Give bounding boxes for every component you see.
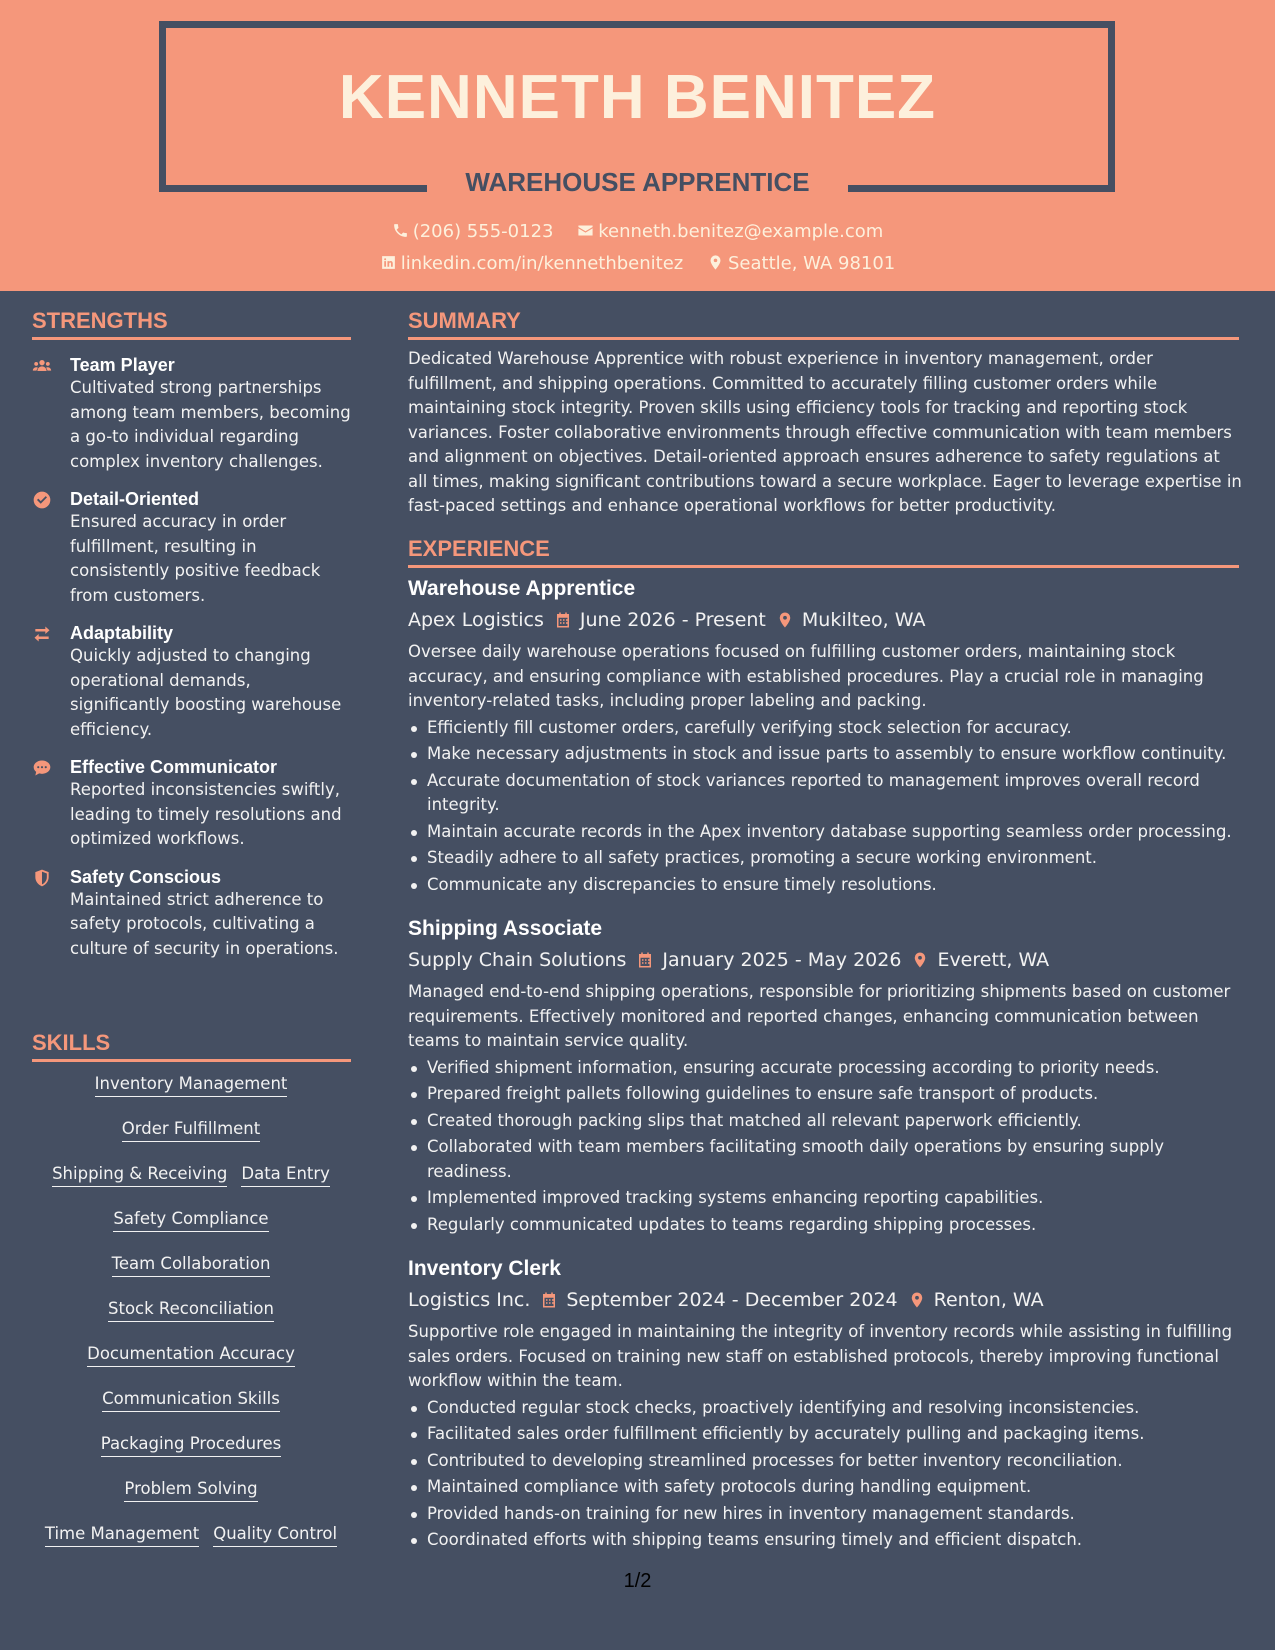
strengths-rule <box>32 337 351 340</box>
contact-phone[interactable] <box>392 221 554 242</box>
skill-tag: Data Entry <box>241 1164 330 1187</box>
skills-list <box>32 1074 350 1569</box>
job-company: Supply Chain Solutions <box>408 949 627 971</box>
map-pin-icon <box>707 254 724 271</box>
contact-location <box>707 253 895 274</box>
skill-tag: Communication Skills <box>102 1389 280 1412</box>
candidate-name: KENNETH BENITEZ <box>338 63 937 132</box>
job-bullet: Collaborated with team members facilitating smooth daily operations by ensuring supply readiness. <box>408 1135 1243 1184</box>
job-bullet: Facilitated sales order fulfillment efficiently by accurately pulling and packaging items. <box>408 1422 1243 1447</box>
linkedin-icon <box>380 254 397 271</box>
job-entry <box>408 1256 1243 1553</box>
skills-rule <box>32 1059 351 1062</box>
map-pin-icon <box>908 1291 926 1309</box>
skill-tag: Team Collaboration <box>112 1254 271 1277</box>
contact-row <box>0 221 1275 242</box>
job-bullet: Make necessary adjustments in stock and issue parts to assembly to ensure workflow continuity. <box>408 742 1243 767</box>
job-location: Mukilteo, WA <box>801 609 926 631</box>
email-text: kenneth.benitez@example.com <box>598 221 884 242</box>
strength-title: Team Player <box>70 355 175 375</box>
job-bullet: Maintain accurate records in the Apex inventory database supporting seamless order processing. <box>408 820 1243 845</box>
job-dates: June 2026 - Present <box>579 609 766 631</box>
job-company: Apex Logistics <box>408 609 544 631</box>
job-meta <box>408 948 1243 972</box>
job-bullet: Provided hands-on training for new hires in inventory management standards. <box>408 1502 1243 1527</box>
job-bullet: Accurate documentation of stock variances reported to management improves overall record integrity. <box>408 769 1243 818</box>
strength-title: Effective Communicator <box>70 757 278 777</box>
job-bullet: Prepared freight pallets following guidelines to ensure safe transport of products. <box>408 1082 1243 1107</box>
contact-row <box>0 253 1275 274</box>
job-bullets <box>408 1056 1243 1238</box>
job-entry <box>408 916 1243 1237</box>
job-bullet: Efficiently fill customer orders, carefully verifying stock selection for accuracy. <box>408 716 1243 741</box>
strength-description: Cultivated strong partnerships among team members, becoming a go-to individual regarding complex inventory challenges. <box>70 378 351 471</box>
summary-heading: SUMMARY <box>408 308 521 333</box>
linkedin-text: linkedin.com/in/kennethbenitez <box>400 253 684 274</box>
calendar-icon <box>636 951 654 969</box>
map-pin-icon <box>776 611 794 629</box>
skill-tag: Order Fulfillment <box>122 1119 260 1142</box>
strength-item <box>32 354 352 474</box>
calendar-icon <box>540 1291 558 1309</box>
job-bullet: Contributed to developing streamlined processes for better inventory reconciliation. <box>408 1449 1243 1474</box>
job-bullet: Maintained compliance with safety protocols during handling equipment. <box>408 1475 1243 1500</box>
shield-icon <box>32 868 52 888</box>
job-dates: September 2024 - December 2024 <box>566 1289 898 1311</box>
contact-email[interactable] <box>577 221 883 242</box>
job-company: Logistics Inc. <box>408 1289 531 1311</box>
strength-item <box>32 488 352 608</box>
summary-paragraph: Dedicated Warehouse Apprentice with robust experience in inventory management, order fulfillment, and shipping operations. Committed to accurately filling customer orders while maintaining stock integrity. Proven skills using efficiency tools for tracking and reporting stock variances. Foster collaborative environments through effective communication with team members and alignment on objectives. Detail-oriented approach ensures adherence to safety regulations at all times, making significant contributions toward a secure workplace. Eager to leverage expertise in fast-paced settings and enhance operational workflows for better productivity. <box>408 349 1242 515</box>
page-number: 1/2 <box>623 1570 652 1592</box>
arrows-exchange-icon <box>32 624 52 644</box>
job-bullet: Coordinated efforts with shipping teams ensuring timely and efficient dispatch. <box>408 1528 1243 1553</box>
strengths-heading: STRENGTHS <box>32 308 168 333</box>
job-bullets <box>408 716 1243 898</box>
job-meta <box>408 1288 1243 1312</box>
chat-bubble-icon <box>32 758 52 778</box>
skill-tag: Stock Reconciliation <box>108 1299 274 1322</box>
job-bullet: Regularly communicated updates to teams regarding shipping processes. <box>408 1213 1243 1238</box>
job-description: Oversee daily warehouse operations focused on fulfilling customer orders, maintaining stock accuracy, and ensuring compliance with established procedures. Play a crucial role in managing inventory-related tasks, including proper labeling and packing. <box>408 642 1204 710</box>
skill-tag: Quality Control <box>213 1524 337 1547</box>
skill-tag: Packaging Procedures <box>101 1434 282 1457</box>
job-bullets <box>408 1396 1243 1553</box>
contact-linkedin[interactable] <box>380 253 684 274</box>
strength-title: Adaptability <box>70 623 174 643</box>
strength-item <box>32 756 352 852</box>
job-title: Warehouse Apprentice <box>408 577 636 600</box>
job-title-heading: WAREHOUSE APPRENTICE <box>465 167 810 197</box>
check-circle-icon <box>32 490 52 510</box>
strength-title: Detail-Oriented <box>70 489 200 509</box>
strengths-list <box>32 354 352 975</box>
job-description: Managed end-to-end shipping operations, responsible for prioritizing shipments based on customer requirements. Effectively monitored and reported changes, enhancing communication between teams to maintain service quality. <box>408 982 1231 1050</box>
job-entry <box>408 576 1243 897</box>
phone-icon <box>392 222 409 239</box>
resume-header <box>0 0 1275 291</box>
job-location: Renton, WA <box>933 1289 1044 1311</box>
job-bullet: Created thorough packing slips that matched all relevant paperwork efficiently. <box>408 1109 1243 1134</box>
skill-tag: Documentation Accuracy <box>87 1344 295 1367</box>
job-bullet: Steadily adhere to all safety practices, promoting a secure working environment. <box>408 846 1243 871</box>
job-bullet: Verified shipment information, ensuring accurate processing according to priority needs. <box>408 1056 1243 1081</box>
experience-rule <box>408 565 1239 568</box>
strength-item <box>32 866 352 962</box>
job-bullet: Implemented improved tracking systems enhancing reporting capabilities. <box>408 1186 1243 1211</box>
skill-tag: Inventory Management <box>95 1074 288 1097</box>
summary-rule <box>408 337 1239 340</box>
calendar-icon <box>554 611 572 629</box>
job-title: Inventory Clerk <box>408 1257 561 1280</box>
phone-text: (206) 555-0123 <box>412 221 554 242</box>
job-meta <box>408 608 1243 632</box>
envelope-icon <box>577 222 594 239</box>
skill-tag: Shipping & Receiving <box>52 1164 227 1187</box>
job-bullet: Conducted regular stock checks, proactively identifying and resolving inconsistencies. <box>408 1396 1243 1421</box>
location-text: Seattle, WA 98101 <box>727 253 896 274</box>
strength-title: Safety Conscious <box>70 866 222 887</box>
strength-item <box>32 622 352 742</box>
job-description: Supportive role engaged in maintaining the integrity of inventory records while assisting in fulfilling sales orders. Focused on training new staff on established protocols, thereby improving functional workflow within the team. <box>408 1322 1233 1390</box>
job-bullet: Communicate any discrepancies to ensure timely resolutions. <box>408 873 1243 898</box>
job-location: Everett, WA <box>937 949 1050 971</box>
map-pin-icon <box>911 951 929 969</box>
users-icon <box>32 356 52 376</box>
strength-description: Maintained strict adherence to safety protocols, cultivating a culture of security in operations. <box>70 889 339 958</box>
job-dates: January 2025 - May 2026 <box>662 949 902 971</box>
strength-description: Ensured accuracy in order fulfillment, resulting in consistently positive feedback from customers. <box>70 512 321 605</box>
strength-description: Reported inconsistencies swiftly, leading to timely resolutions and optimized workflows. <box>70 780 342 848</box>
skills-heading: SKILLS <box>32 1030 111 1055</box>
job-title: Shipping Associate <box>408 917 603 940</box>
experience-heading: EXPERIENCE <box>408 536 550 561</box>
skill-tag: Time Management <box>45 1524 199 1547</box>
skill-tag: Problem Solving <box>124 1479 257 1502</box>
strength-description: Quickly adjusted to changing operational demands, significantly boosting warehouse efficiency. <box>70 646 342 739</box>
skill-tag: Safety Compliance <box>113 1209 268 1232</box>
